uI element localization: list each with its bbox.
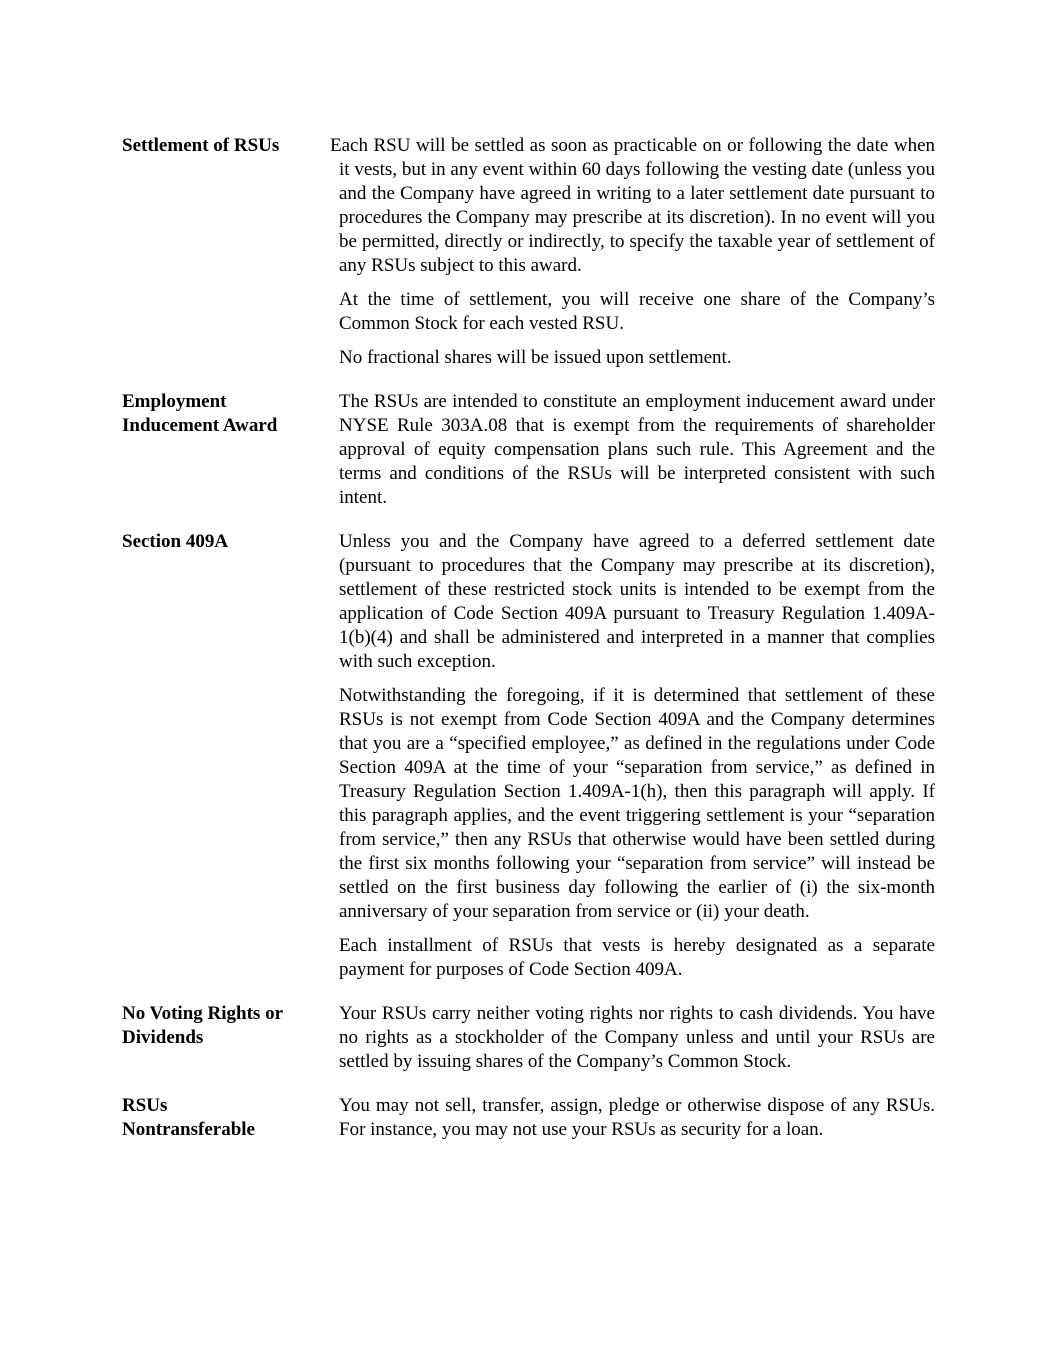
section-heading: Settlement of RSUs (122, 135, 280, 156)
paragraph: At the time of settlement, you will receive one share of the Company’s Common Stock for each vested RSU. (339, 289, 935, 334)
paragraph: You may not sell, transfer, assign, pledge or otherwise dispose of any RSUs. For instance, you may not use your RSUs as security for a loan. (339, 1095, 935, 1140)
paragraph: No fractional shares will be issued upon settlement. (339, 347, 732, 368)
paragraph: Notwithstanding the foregoing, if it is determined that settlement of these RSUs is not exempt from Code Section 409A and the Company determines that you are a “specified employee,” as defined in the regulations under Code Section 409A at the time of your “separation from service,” as defined in Treasury Regulation Section 1.409A-1(h), then this paragraph will apply. If this paragraph applies, and the event triggering settlement is your “separation from service,” then any RSUs that otherwise would have been settled during the first six months following your “separation from service” will instead be settled on the first business day following the earlier of (i) the six-month anniversary of your separation from service or (ii) your death. (339, 685, 935, 922)
section-heading: RSUs Nontransferable (122, 1095, 255, 1140)
section-heading: Section 409A (122, 531, 229, 552)
section-no-voting-rights (122, 1002, 935, 1074)
section-employment-inducement-award (122, 390, 935, 510)
section-body (339, 530, 935, 982)
section-rsus-nontransferable (122, 1094, 935, 1142)
paragraph: Each RSU will be settled as soon as practicable on or following the date when it vests, but in any event within 60 days following the vesting date (unless you and the Company have agreed in writing to a later settlement date pursuant to procedures the Company may prescribe at its discretion). In no event will you be permitted, directly or indirectly, to specify the taxable year of settlement of any RSUs subject to this award. (330, 135, 935, 276)
section-body (339, 390, 935, 510)
paragraph: Unless you and the Company have agreed to a deferred settlement date (pursuant to procedures that the Company may prescribe at its discretion), settlement of these restricted stock units is intended to be exempt from the application of Code Section 409A pursuant to Treasury Regulation 1.409A-1(b)(4) and shall be administered and interpreted in a manner that complies with such exception. (339, 531, 935, 672)
section-settlement-of-rsus (122, 134, 935, 370)
section-heading: No Voting Rights or Dividends (122, 1003, 283, 1048)
section-body (339, 1002, 935, 1074)
paragraph: Each installment of RSUs that vests is hereby designated as a separate payment for purposes of Code Section 409A. (339, 935, 935, 980)
paragraph: Your RSUs carry neither voting rights nor rights to cash dividends. You have no rights as a stockholder of the Company unless and until your RSUs are settled by issuing shares of the Company’s Common Stock. (339, 1003, 935, 1072)
document-page (122, 134, 935, 1162)
section-409a (122, 530, 935, 982)
section-body (339, 1094, 935, 1142)
section-heading: Employment Inducement Award (122, 391, 278, 436)
section-body (330, 134, 935, 370)
paragraph: The RSUs are intended to constitute an employment inducement award under NYSE Rule 303A.08 that is exempt from the requirements of shareholder approval of equity compensation plans such rule. This Agreement and the terms and conditions of the RSUs will be interpreted consistent with such intent. (339, 391, 935, 508)
